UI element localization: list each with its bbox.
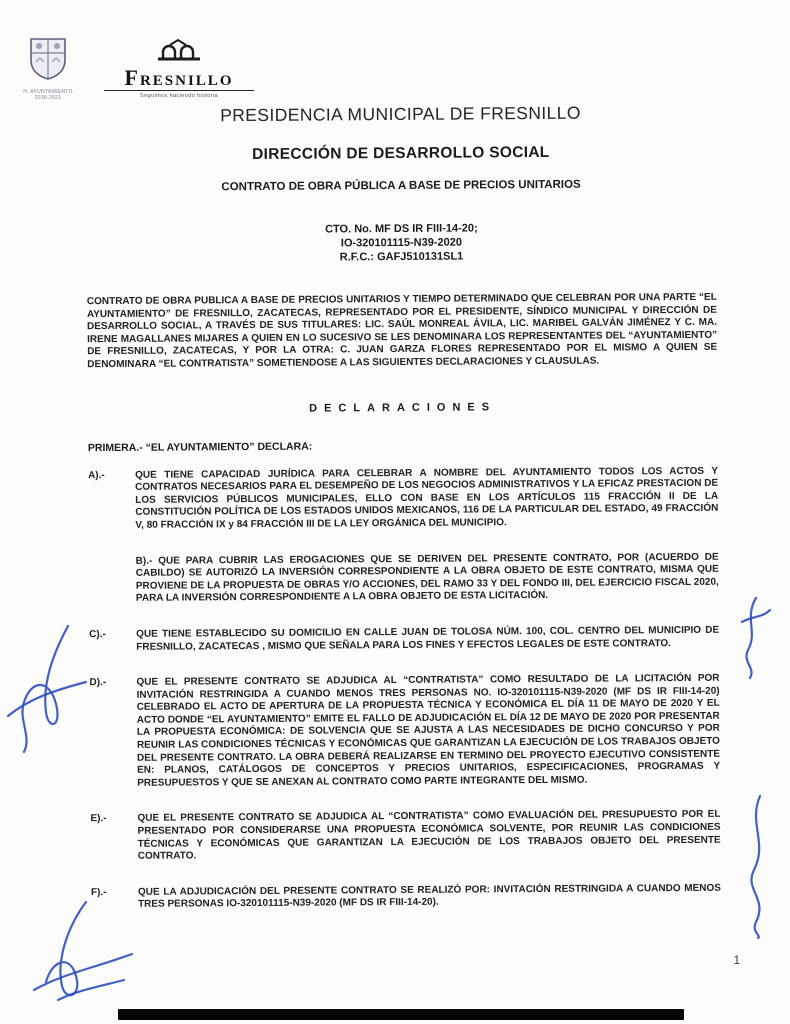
item-label: F).- xyxy=(90,886,107,898)
item-label xyxy=(89,555,136,606)
primera-declara: PRIMERA.- “EL AYUNTAMIENTO” DECLARA: xyxy=(87,440,313,454)
page-number: 1 xyxy=(733,955,740,967)
item-text: QUE EL PRESENTE CONTRATO SE ADJUDICA AL “CONTRATISTA” COMO RESULTADO DE LA LICITACIÓN POR INVITACIÓN RESTRINGIDA A CUANDO MENOS TRES PERSONAS NO. IO-320101115-N39-2020 (MF DS IR FIII-14-20) CELEBRADO EL ACTO DE APERTURA DE LA PROPUESTA TÉCNICA Y ECONÓMICA EL DÍA 11 DE MAYO DE 2020 Y EL ACTO DONDE “EL AYUNTAMIENTO” EMITE EL FALLO DE ADJUDICACIÓN EL DÍA 12 DE MAYO DE 2020 POR PRESENTAR LA PROPUESTA ECONÓMICA: DE SOLVENCIA QUE SE AJUSTA A LAS NECESIDADES DE DICHO CONCURSO Y POR REUNIR LAS CONDICIONES TÉCNICAS Y ECONÓMICAS QUE GARANTIZAN LA EJECUCIÓN DE LOS TRABAJOS OBJETO DEL PRESENTE CONTRATO. LA OBRA DEBERÁ REALIZARSE EN TERMINO DEL PROYECTO EJECUTIVO CONSISTENTE EN: PLANOS, CATÁLOGOS DE CONCEPTOS Y PRECIOS UNITARIOS, ESPECIFICACIONES, PROGRAMAS Y PRESUPUESTOS Y QUE SE ANEXAN AL CONTRATO COMO PARTE INTEGRANTE DEL MISMO. xyxy=(136,672,721,789)
intro-paragraph: CONTRATO DE OBRA PUBLICA A BASE DE PRECIOS UNITARIOS Y TIEMPO DETERMINADO QUE CELEBRAN POR UNA PARTE “EL AYUNTAMIENTO” DE FRESNILLO, ZACATECAS, REPRESENTADO POR EL PRESIDENTE, SÍNDICO MUNICIPAL Y DIRECCIÓN DE DESARROLLO SOCIAL, A TRAVÉS DE SUS TITULARES: LIC. SAÚL MONREAL ÁVILA, LIC. MARIBEL GALVÁN JIMÉNEZ Y C. MA. IRENE MAGALLANES MIJARES A QUIEN EN LO SUCESIVO SE LES DENOMINARA LOS REPRESENTANTES DEL “AYUNTAMIENTO” DE FRESNILLO, ZACATECAS, Y POR LA OTRA: C. JUAN GARZA FLORES REPRESENTADO POR EL MISMO A QUIEN SE DENOMINARA “EL CONTRATISTA” SOMETIENDOSE A LAS SIGUIENTES DECLARACIONES Y CLAUSULAS. xyxy=(86,291,718,371)
item-label: E).- xyxy=(90,813,107,825)
item-label: C).- xyxy=(89,628,106,641)
declaracion-item-c xyxy=(89,625,719,655)
contract-rfc: R.F.C.: GAFJ510131SL1 xyxy=(339,250,464,264)
declaracion-item-e xyxy=(90,809,720,864)
item-text: B).- QUE PARA CUBRIR LAS EROGACIONES QUE SE DERIVEN DEL PRESENTE CONTRATO, POR (ACUERDO DE CABILDO) SE AUTORIZÓ LA INVERSIÓN CORRESPONDIENTE A LA OBRA OBJETO DE ESTE CONTRATO, MISMA QUE PROVIENE DE LA PROPUESTA DE OBRAS Y/O ACCIONES, DEL RAMO 33 Y DEL FONDO III, DEL EJERCICIO FISCAL 2020, PARA LA INVERSIÓN CORRESPONDIENTE A LA OBRA OBJETO DE ESTA LICITACIÓN. xyxy=(135,551,719,605)
contract-number-block xyxy=(86,220,716,266)
crest-caption: H. AYUNTAMIENTO 2018-2021 xyxy=(23,89,73,101)
page-title: PRESIDENCIA MUNICIPAL DE FRESNILLO xyxy=(220,102,581,126)
declaracion-item-a xyxy=(88,465,718,532)
item-text: QUE TIENE ESTABLECIDO SU DOMICILIO EN CALLE JUAN DE TOLOSA NÚM. 100, COL. CENTRO DEL MUNICIPIO DE FRESNILLO, ZACATECAS , MISMO QUE SEÑALA PARA LOS FINES Y EFECTOS LEGALES DE ESTE CONTRATO. xyxy=(136,624,720,653)
subtitle-direccion: DIRECCIÓN DE DESARROLLO SOCIAL xyxy=(252,143,550,163)
fresnillo-wordmark: Fresnillo xyxy=(104,67,254,91)
item-label: D).- xyxy=(89,677,107,689)
item-text: QUE EL PRESENTE CONTRATO SE ADJUDICA AL “CONTRATISTA” COMO EVALUACIÓN DEL PRESUPUESTO POR EL PRESENTADO POR CONSIDERARSE UNA PROPUESTA ECONÓMICA SOLVENTE, POR REUNIR LAS CONDICIONES TÉCNICAS Y ECONÓMICAS QUE GARANTIZAN LA EJECUCIÓN DE LOS TRABAJOS OBJETO DEL PRESENTE CONTRATO. xyxy=(137,809,721,863)
declaracion-item-d xyxy=(89,673,720,791)
item-text: QUE LA ADJUDICACIÓN DEL PRESENTE CONTRATO SE REALIZÓ POR: INVITACIÓN RESTRINGIDA A CUANDO MENOS TRES PERSONAS IO-320101115-N39-2020 (MF DS IR FIII-14-20). xyxy=(137,882,721,911)
declaraciones-heading: DECLARACIONES xyxy=(309,400,497,415)
fresnillo-tagline: Seguimos haciendo historia xyxy=(140,93,218,99)
contract-number-line1: CTO. No. MF DS IR FIII-14-20; xyxy=(325,222,478,236)
item-text: QUE TIENE CAPACIDAD JURÍDICA PARA CELEBRAR A NOMBRE DEL AYUNTAMIENTO TODOS LOS ACTOS Y CONTRATOS NECESARIOS PARA EL DESEMPEÑO DE LOS NEGOCIOS ADMINISTRATIVOS Y LA EFICAZ PRESTACION DE LOS SERVICIOS PÚBLICOS MUNICIPALES, ELLO CON BASE EN LOS ARTÍCULOS 115 FRACCIÓN II DE LA CONSTITUCIÓN POLÍTICA DE LOS ESTADOS UNIDOS MEXICANOS, 116 DE LA PARTICULAR DEL ESTADO, 49 FRACCIÓN V, 80 FRACCIÓN IX y 84 FRACCIÓN III DE LA LEY ORGÁNICA DEL MUNICIPIO. xyxy=(135,465,719,531)
declaracion-item-f xyxy=(91,883,721,913)
contract-number-line2: IO-320101115-N39-2020 xyxy=(340,236,463,250)
subtitle-contrato: CONTRATO DE OBRA PÚBLICA A BASE DE PRECIOS UNITARIOS xyxy=(221,178,581,194)
declaracion-item-b xyxy=(89,551,719,606)
scan-edge-bar xyxy=(118,1009,684,1020)
item-label: A).- xyxy=(88,469,105,481)
